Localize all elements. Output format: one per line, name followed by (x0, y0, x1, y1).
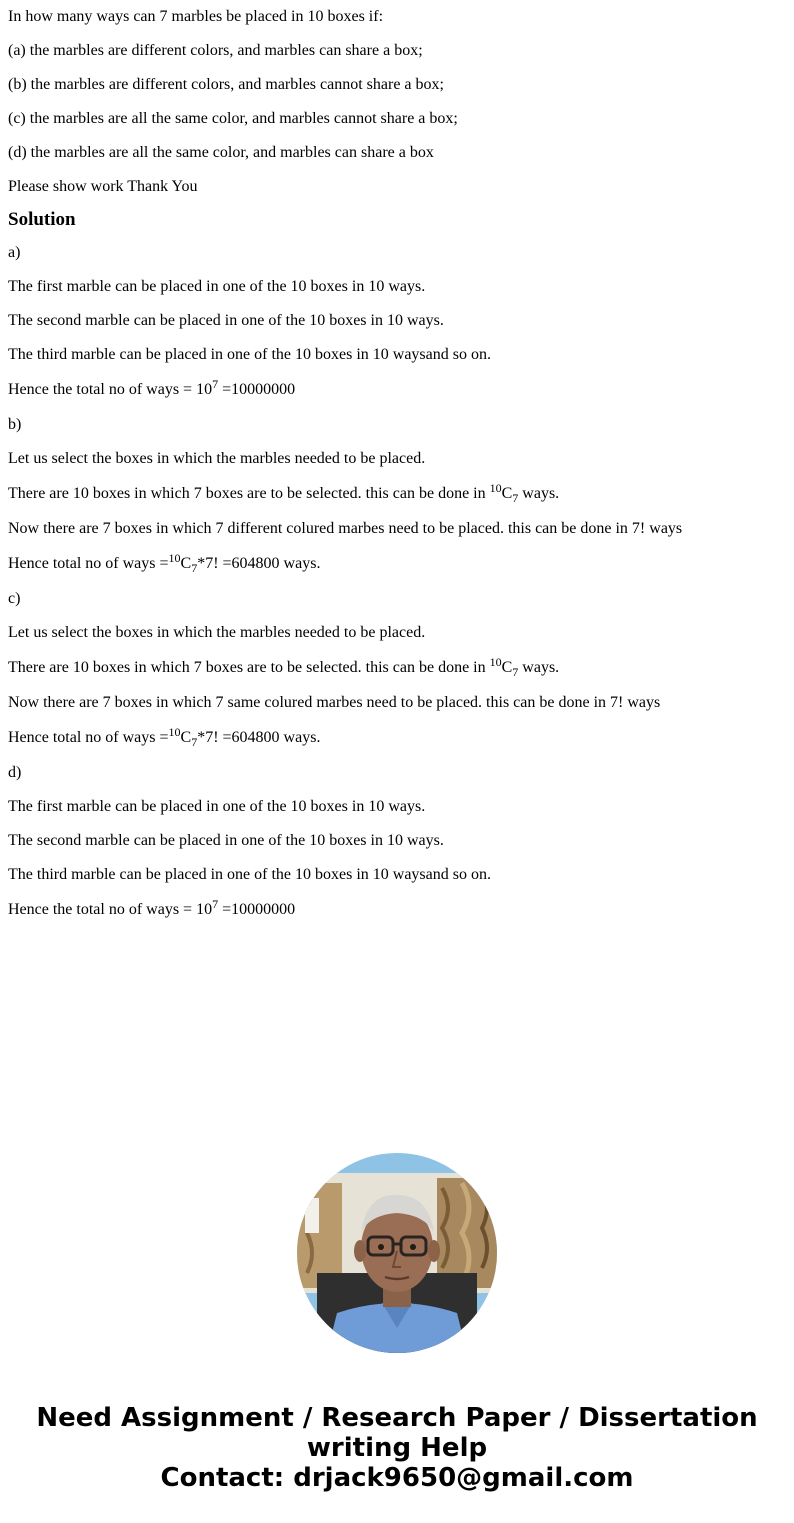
solution-d-total-suffix: =10000000 (218, 901, 296, 918)
document-body (8, 0, 786, 928)
solution-d-label: d) (8, 764, 22, 781)
question-request: Please show work Thank You (8, 178, 198, 195)
solution-d-line2: The second marble can be placed in one of the 10 boxes in 10 ways. (8, 832, 444, 849)
tutor-avatar (297, 1153, 497, 1353)
solution-b-comb-sub: 7 (512, 491, 519, 505)
promo-line1: Need Assignment / Research Paper / Dissertation (36, 1403, 758, 1433)
solution-c-comb-c: C (501, 659, 513, 676)
solution-b-total-prefix: Hence total no of ways = (8, 555, 169, 572)
solution-d-line3: The third marble can be placed in one of the 10 boxes in 10 waysand so on. (8, 866, 491, 883)
solution-d-line1: The first marble can be placed in one of the 10 boxes in 10 ways. (8, 798, 426, 815)
solution-c-total-sub: 7 (191, 735, 198, 749)
solution-d-total (8, 892, 786, 928)
solution-c-total (8, 720, 786, 756)
solution-b-line2-prefix: There are 10 boxes in which 7 boxes are to be selected. this can be done in (8, 485, 490, 502)
promo-contact: Contact: drjack9650@gmail.com (160, 1463, 634, 1493)
solution-c-total-sup: 10 (168, 725, 181, 739)
solution-c-line2-prefix: There are 10 boxes in which 7 boxes are to be selected. this can be done in (8, 659, 490, 676)
promo-banner (0, 1403, 794, 1493)
solution-b-label: b) (8, 416, 22, 433)
solution-c-comb-sup: 10 (489, 655, 502, 669)
solution-heading: Solution (8, 209, 76, 230)
solution-b-comb-sup: 10 (489, 481, 502, 495)
solution-a-total (8, 372, 786, 408)
promo-line2: writing Help (306, 1433, 488, 1463)
solution-a-line1: The first marble can be placed in one of the 10 boxes in 10 ways. (8, 278, 426, 295)
solution-a-line2: The second marble can be placed in one of the 10 boxes in 10 ways. (8, 312, 444, 329)
solution-b-line1: Let us select the boxes in which the marbles needed to be placed. (8, 450, 426, 467)
question-intro: In how many ways can 7 marbles be placed in 10 boxes if: (8, 8, 384, 25)
solution-d-total-prefix: Hence the total no of ways = 10 (8, 901, 213, 918)
solution-a-label: a) (8, 244, 21, 261)
solution-b-line2-suffix: ways. (518, 485, 560, 502)
solution-a-total-suffix: =10000000 (218, 381, 296, 398)
solution-a-total-prefix: Hence the total no of ways = 10 (8, 381, 213, 398)
question-part-d: (d) the marbles are all the same color, and marbles can share a box (8, 144, 434, 161)
tutor-photo-icon (297, 1153, 497, 1353)
solution-c-total-suffix: *7! =604800 ways. (197, 729, 321, 746)
solution-c-label: c) (8, 590, 21, 607)
solution-b-total (8, 546, 786, 582)
solution-c-total-prefix: Hence total no of ways = (8, 729, 169, 746)
solution-c-comb-sub: 7 (512, 665, 519, 679)
solution-c-total-c: C (180, 729, 192, 746)
solution-a-total-exp: 7 (212, 377, 219, 391)
question-part-b: (b) the marbles are different colors, and marbles cannot share a box; (8, 76, 444, 93)
solution-b-line2 (8, 476, 786, 512)
solution-b-total-suffix: *7! =604800 ways. (197, 555, 321, 572)
solution-c-line2 (8, 650, 786, 686)
solution-c-line2-suffix: ways. (518, 659, 560, 676)
solution-b-total-c: C (180, 555, 192, 572)
solution-a-line3: The third marble can be placed in one of the 10 boxes in 10 waysand so on. (8, 346, 491, 363)
solution-b-comb-c: C (501, 485, 513, 502)
solution-c-line3: Now there are 7 boxes in which 7 same colured marbes need to be placed. this can be done in 7! ways (8, 694, 661, 711)
solution-b-line3: Now there are 7 boxes in which 7 different colured marbes need to be placed. this can be done in 7! ways (8, 520, 683, 537)
solution-b-total-sup: 10 (168, 551, 181, 565)
solution-c-line1: Let us select the boxes in which the marbles needed to be placed. (8, 624, 426, 641)
question-part-c: (c) the marbles are all the same color, and marbles cannot share a box; (8, 110, 458, 127)
question-part-a: (a) the marbles are different colors, and marbles can share a box; (8, 42, 423, 59)
solution-d-total-exp: 7 (212, 897, 219, 911)
solution-b-total-sub: 7 (191, 561, 198, 575)
